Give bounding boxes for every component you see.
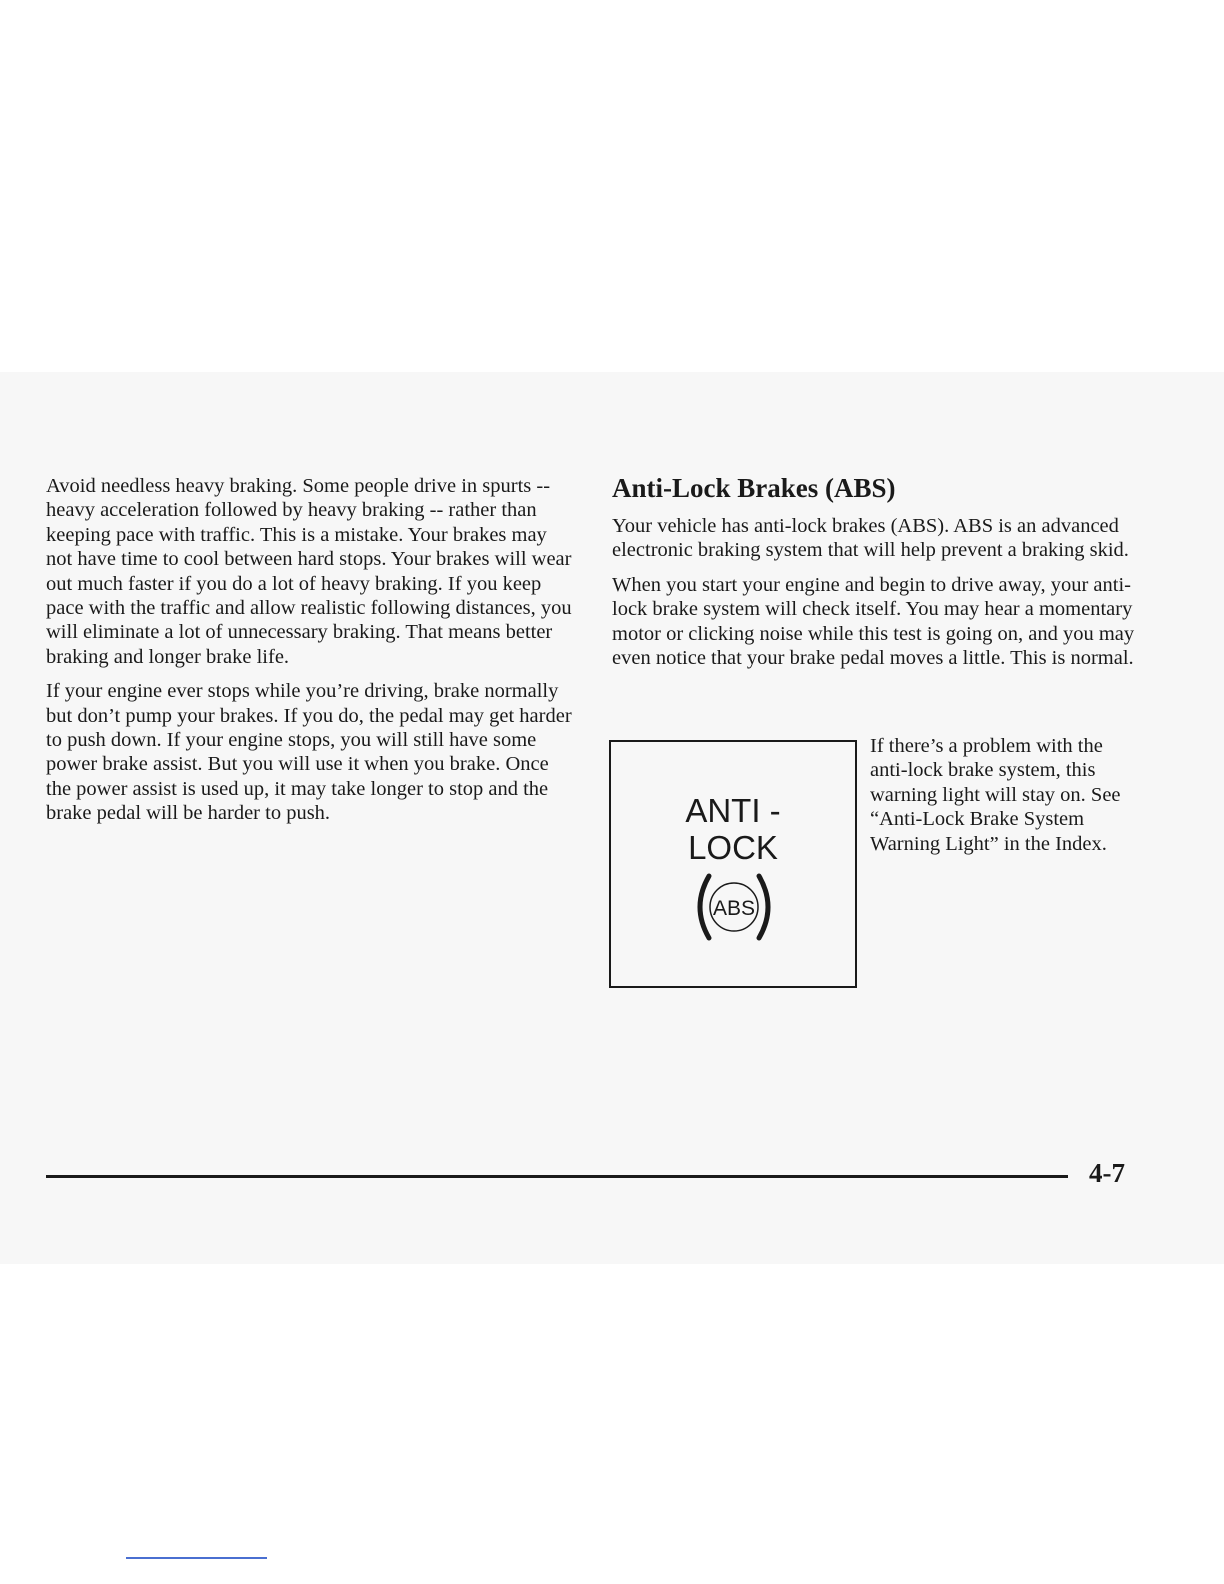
anti-lock-line-2: LOCK xyxy=(688,829,778,866)
section-heading: Anti-Lock Brakes (ABS) xyxy=(612,473,896,503)
engine-stop-paragraph: If your engine ever stops while you’re driving, brake normally but don’t pump your brakes. If you do, the pedal may get harder to push down. If your engine stops, you will still have some power brake assist. But you will use it when you brake. Once the power assist is used up, it may take longer to stop and the brake pedal will be harder to push. xyxy=(46,680,572,825)
footer-rule xyxy=(46,1175,1068,1178)
anti-lock-warning-light-box xyxy=(609,740,857,988)
abs-intro-paragraph: Your vehicle has anti-lock brakes (ABS). ABS is an advanced electronic braking system that will help prevent a braking skid. xyxy=(612,515,1129,562)
page-number: 4-7 xyxy=(1089,1158,1125,1188)
right-column xyxy=(612,472,1142,920)
left-column xyxy=(46,474,576,836)
abs-self-check-paragraph: When you start your engine and begin to drive away, your anti-lock brake system will check itself. You may hear a momentary motor or clicking noise while this test is going on, and you may even notice that your brake pedal moves a little. This is normal. xyxy=(612,573,1135,670)
anti-lock-line-1: ANTI - xyxy=(685,792,781,829)
braking-advice-paragraph: Avoid needless heavy braking. Some people drive in spurts -- heavy acceleration followed by heavy braking -- rather than keeping pace with traffic. This is a mistake. Your brakes may not have time to cool between hard stops. Your brakes will wear out much faster if you do a lot of heavy braking. If you keep pace with the traffic and allow realistic following distances, you will eliminate a lot of unnecessary braking. That means better braking and longer brake life. xyxy=(46,475,572,668)
anti-lock-label xyxy=(611,792,855,866)
warning-light-description: If there’s a problem with the anti-lock brake system, this warning light will stay on. See “Anti-Lock Brake System Warning Light” in the Index. xyxy=(870,735,1121,855)
abs-warning-icon xyxy=(689,870,779,944)
link-underline[interactable] xyxy=(126,1557,267,1559)
abs-icon-text: ABS xyxy=(712,897,756,920)
